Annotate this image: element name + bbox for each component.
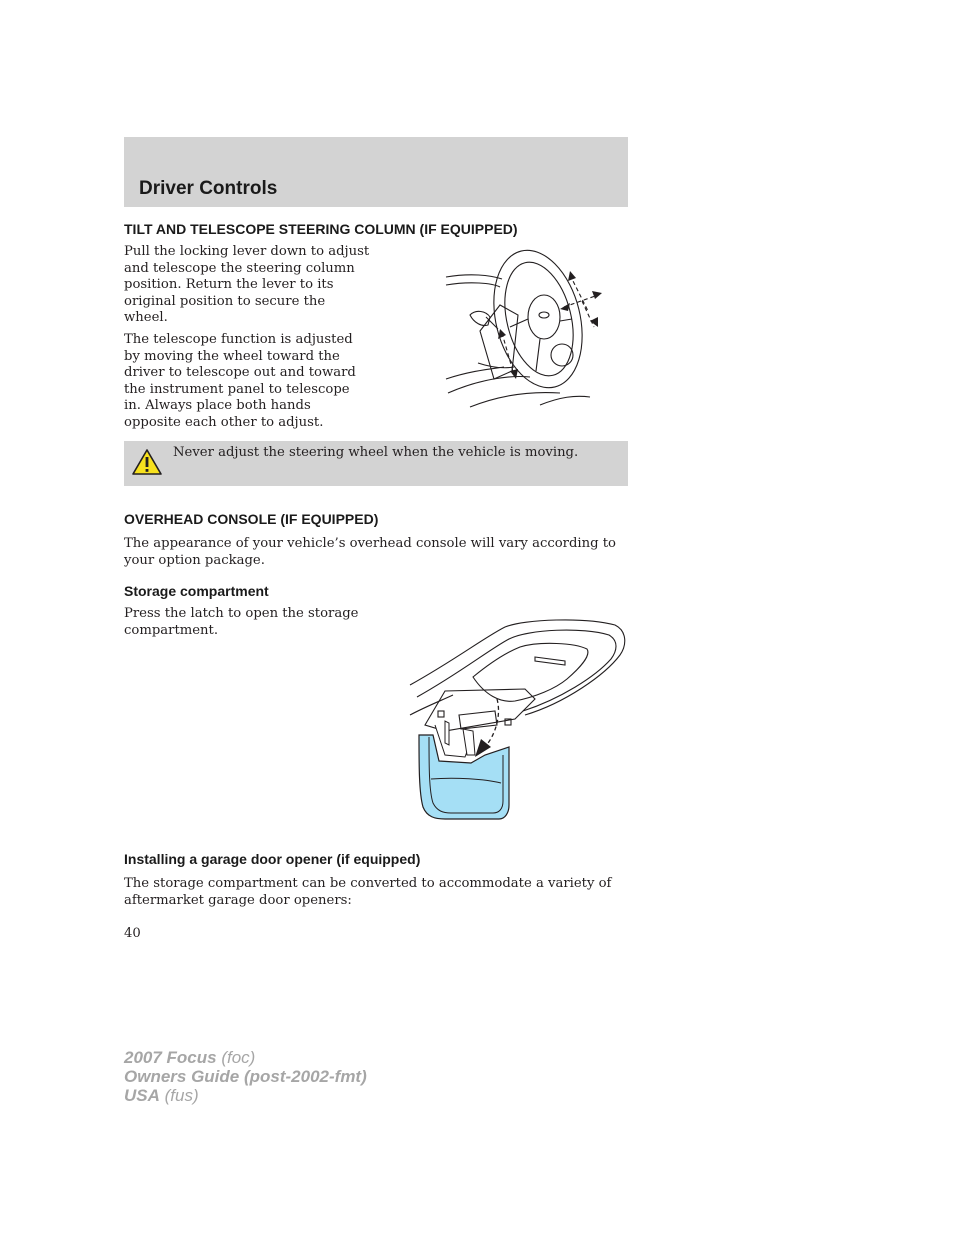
tilt-paragraph-1: Pull the locking lever down to adjust and telescope the steering column position. Return the lever to its original position to secure the wheel. (124, 244, 370, 326)
warning-text: Never adjust the steering wheel when the vehicle is moving. (173, 445, 579, 460)
steering-wheel-illustration (440, 245, 610, 415)
garage-door-opener-heading: Installing a garage door opener (if equipped) (124, 851, 421, 867)
tilt-steering-heading: TILT AND TELESCOPE STEERING COLUMN (IF EQUIPPED) (124, 221, 518, 237)
storage-compartment-heading: Storage compartment (124, 583, 269, 599)
page-number: 40 (124, 926, 141, 941)
storage-compartment-paragraph: Press the latch to open the storage compartment. (124, 606, 359, 638)
footer-market-code: (fus) (164, 1086, 199, 1105)
footer-market: USA (124, 1086, 160, 1105)
overhead-console-paragraph: The appearance of your vehicle’s overhead console will vary according to your option package. (124, 536, 616, 568)
footer-model: 2007 Focus (124, 1048, 217, 1067)
footer-model-code: (foc) (221, 1048, 256, 1067)
document-footer (124, 1048, 367, 1105)
garage-door-opener-paragraph: The storage compartment can be converted to accommodate a variety of aftermarket garage door openers: (124, 876, 612, 908)
footer-guide: Owners Guide (post-2002-fmt) (124, 1067, 367, 1086)
overhead-console-illustration (405, 615, 630, 820)
warning-triangle-icon (131, 448, 163, 476)
overhead-console-heading: OVERHEAD CONSOLE (IF EQUIPPED) (124, 511, 379, 527)
tilt-paragraph-2: The telescope function is adjusted by moving the wheel toward the driver to telescope out and toward the instrument panel to telescope in. Always place both hands opposite each other to adjust. (124, 332, 356, 430)
section-title: Driver Controls (139, 178, 278, 199)
